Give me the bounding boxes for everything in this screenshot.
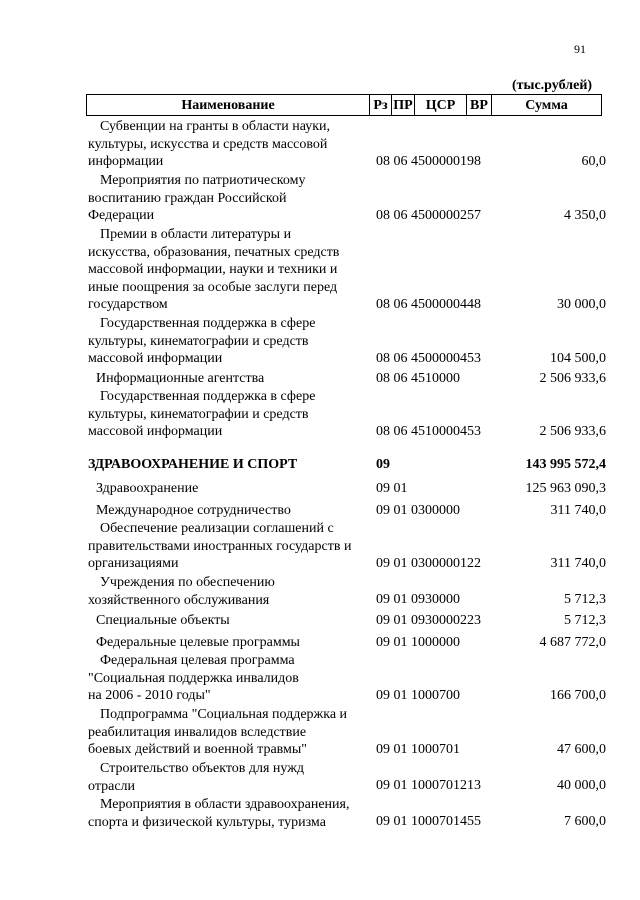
row-sum: 5 712,3 bbox=[564, 613, 606, 628]
row-code: 09 01 1000700 bbox=[376, 688, 460, 703]
row-sum: 143 995 572,4 bbox=[525, 457, 606, 472]
row-name: Информационные агентства bbox=[96, 371, 265, 386]
row-sum: 60,0 bbox=[581, 154, 606, 169]
row-name: Здравоохранение bbox=[96, 481, 199, 496]
row-code: 09 01 1000000 bbox=[376, 635, 460, 650]
row-name: Строительство объектов для нужд отрасли bbox=[88, 761, 305, 794]
row-code: 08 06 4510000 bbox=[376, 371, 460, 386]
row-code: 09 01 0300000122 bbox=[376, 556, 481, 571]
row-sum: 311 740,0 bbox=[550, 503, 606, 518]
row-code: 08 06 4500000198 bbox=[376, 154, 481, 169]
header-rz: Рз bbox=[373, 98, 388, 113]
row-code: 09 01 1000701455 bbox=[376, 814, 481, 829]
row-sum: 7 600,0 bbox=[564, 814, 606, 829]
row-code: 09 01 0930000223 bbox=[376, 613, 481, 628]
row-code: 08 06 4510000453 bbox=[376, 424, 481, 439]
row-name: Субвенции на гранты в области науки, культуры, искусства и средств массовой информации bbox=[88, 119, 331, 169]
row-code: 09 01 0930000 bbox=[376, 592, 460, 607]
row-name: Мероприятия в области здравоохранения, спорта и физической культуры, туризма bbox=[88, 797, 350, 830]
row-sum: 40 000,0 bbox=[557, 778, 606, 793]
row-sum: 4 350,0 bbox=[564, 208, 606, 223]
row-name: Международное сотрудничество bbox=[96, 503, 291, 518]
header-sum: Сумма bbox=[525, 98, 568, 113]
row-sum: 30 000,0 bbox=[557, 297, 606, 312]
row-name: Федеральная целевая программа "Социальная поддержка инвалидов на 2006 - 2010 годы" bbox=[88, 653, 299, 703]
row-code: 09 01 0300000 bbox=[376, 503, 460, 518]
row-sum: 166 700,0 bbox=[550, 688, 606, 703]
row-name: Обеспечение реализации соглашений с правительствами иностранных государств и организациями bbox=[88, 521, 352, 571]
row-name: Премии в области литературы и искусства, образования, печатных средств массовой информации, науки и техники и иные поощрения за особые заслуги перед государством bbox=[88, 227, 340, 312]
row-code: 09 01 1000701 bbox=[376, 742, 460, 757]
row-name: Государственная поддержка в сфере культуры, кинематографии и средств массовой информации bbox=[88, 316, 316, 366]
row-sum: 5 712,3 bbox=[564, 592, 606, 607]
page-number: 91 bbox=[574, 42, 586, 56]
units-label: (тыс.рублей) bbox=[512, 78, 593, 93]
row-sum: 311 740,0 bbox=[550, 556, 606, 571]
row-code: 08 06 4500000448 bbox=[376, 297, 481, 312]
row-code: 09 bbox=[376, 457, 390, 472]
row-name: Государственная поддержка в сфере культуры, кинематографии и средств массовой информации bbox=[88, 389, 316, 439]
row-sum: 47 600,0 bbox=[557, 742, 606, 757]
row-sum: 2 506 933,6 bbox=[539, 371, 606, 386]
row-name: Федеральные целевые программы bbox=[96, 635, 300, 650]
row-name: Специальные объекты bbox=[96, 613, 230, 628]
row-sum: 2 506 933,6 bbox=[539, 424, 606, 439]
row-name: Подпрограмма "Социальная поддержка и реабилитация инвалидов вследствие боевых действий и военной травмы" bbox=[88, 707, 348, 757]
row-sum: 104 500,0 bbox=[550, 351, 606, 366]
row-name: ЗДРАВООХРАНЕНИЕ И СПОРТ bbox=[88, 457, 298, 472]
row-code: 09 01 1000701213 bbox=[376, 778, 481, 793]
row-code: 09 01 bbox=[376, 481, 408, 496]
header-vr: ВР bbox=[470, 98, 488, 113]
row-name: Мероприятия по патриотическому воспитанию граждан Российской Федерации bbox=[88, 173, 306, 223]
header-pr: ПР bbox=[393, 98, 413, 113]
row-sum: 125 963 090,3 bbox=[525, 481, 606, 496]
header-name: Наименование bbox=[181, 98, 275, 113]
row-code: 08 06 4500000257 bbox=[376, 208, 481, 223]
row-code: 08 06 4500000453 bbox=[376, 351, 481, 366]
table-header bbox=[86, 94, 602, 116]
header-csr: ЦСР bbox=[425, 98, 456, 113]
row-sum: 4 687 772,0 bbox=[539, 635, 606, 650]
row-name: Учреждения по обеспечению хозяйственного обслуживания bbox=[88, 575, 275, 608]
